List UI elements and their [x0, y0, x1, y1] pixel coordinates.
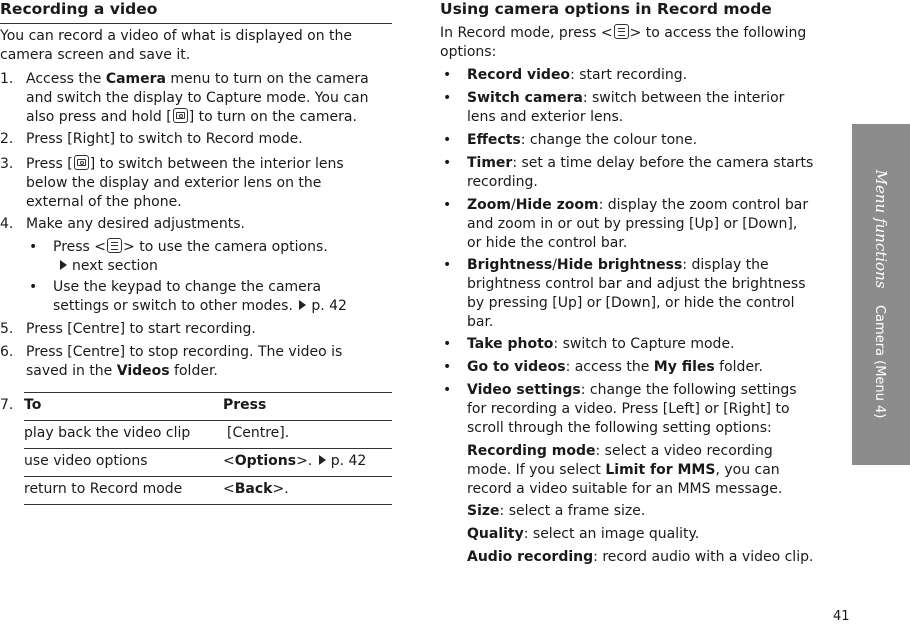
step-2-line: Press [Right] to switch to Record mode.	[26, 131, 303, 147]
sub-item-line: Use the keypad to change the camera	[53, 279, 322, 295]
table-rule	[24, 476, 392, 477]
step-number: 1.	[0, 71, 14, 87]
arrow-right-icon	[319, 455, 326, 465]
option-item: recording.	[467, 174, 538, 190]
step-6-line: saved in the Videos folder.	[26, 363, 218, 379]
camera-key-icon	[74, 155, 89, 170]
step-3-line: external of the phone.	[26, 194, 182, 210]
section-title: Using camera options in Record mode	[440, 0, 772, 18]
option-item: Brightness/Hide brightness: display the	[467, 257, 769, 273]
step-1-line: also press and hold [ ] to turn on the camera.	[26, 109, 357, 125]
option-item: brightness control bar and adjust the brightness	[467, 276, 806, 292]
step-number: 7.	[0, 397, 14, 413]
bullet: •	[443, 336, 452, 352]
camera-key-icon	[173, 108, 188, 123]
sub-item-line: settings or switch to other modes. p. 42	[53, 298, 347, 314]
intro-line: camera screen and save it.	[0, 47, 191, 63]
arrow-right-icon	[299, 300, 306, 310]
bullet: •	[29, 279, 38, 295]
intro-line: You can record a video of what is displayed on the	[0, 28, 353, 44]
step-number: 5.	[0, 321, 14, 337]
option-item: Zoom/Hide zoom: display the zoom control bar	[467, 197, 809, 213]
table-rule	[24, 420, 392, 421]
arrow-right-icon	[60, 260, 67, 270]
bullet: •	[443, 359, 452, 375]
table-rule	[24, 392, 392, 393]
bullet: •	[443, 382, 452, 398]
bullet: •	[443, 132, 452, 148]
side-tab-label: Menu functions Camera (Menu 4)	[872, 169, 890, 419]
table-cell: use video options	[24, 453, 148, 469]
menu-key-icon	[107, 238, 122, 253]
step-6-line: Press [Centre] to stop recording. The video is	[26, 344, 343, 360]
intro-line: In Record mode, press < > to access the following	[440, 25, 807, 41]
step-1-line: Access the Camera menu to turn on the camera	[26, 71, 369, 87]
step-1-line: and switch the display to Capture mode. You can	[26, 90, 369, 106]
table-cell: <Options>. p. 42	[223, 453, 367, 469]
option-item: lens and exterior lens.	[467, 109, 624, 125]
step-number: 2.	[0, 131, 14, 147]
menu-key-icon	[614, 24, 629, 39]
setting-item: record a video suitable for an MMS message.	[467, 481, 783, 497]
option-item: Take photo: switch to Capture mode.	[467, 336, 735, 352]
option-item: and zoom in or out by pressing [Up] or [Down],	[467, 216, 798, 232]
step-number: 4.	[0, 216, 14, 232]
table-rule	[24, 504, 392, 505]
table-cell: return to Record mode	[24, 481, 183, 497]
step-number: 3.	[0, 156, 14, 172]
table-header: Press	[223, 397, 267, 413]
bullet: •	[443, 197, 452, 213]
bullet: •	[443, 67, 452, 83]
step-5-line: Press [Centre] to start recording.	[26, 321, 256, 337]
table-cell: <Back>.	[223, 481, 289, 497]
page-number: 41	[833, 609, 850, 624]
setting-item: Audio recording: record audio with a video clip.	[467, 549, 814, 565]
option-item: or hide the control bar.	[467, 235, 628, 251]
option-item: for recording a video. Press [Left] or [Right] to	[467, 401, 790, 417]
option-item: scroll through the following setting options:	[467, 420, 772, 436]
bullet: •	[443, 155, 452, 171]
setting-item: Quality: select an image quality.	[467, 526, 700, 542]
setting-item: mode. If you select Limit for MMS, you can	[467, 462, 780, 478]
step-3-line: Press [ ] to switch between the interior lens	[26, 156, 344, 172]
bullet: •	[443, 257, 452, 273]
sub-item-line: next section	[58, 257, 158, 276]
option-item: Effects: change the colour tone.	[467, 132, 698, 148]
option-item: Video settings: change the following settings	[467, 382, 797, 398]
option-item: Timer: set a time delay before the camera starts	[467, 155, 814, 171]
option-item: by pressing [Up] or [Down], or hide the control	[467, 295, 795, 311]
bullet: •	[29, 239, 38, 255]
setting-item: Size: select a frame size.	[467, 503, 646, 519]
step-3-line: below the display and exterior lens on the	[26, 175, 322, 191]
table-header: To	[24, 397, 42, 413]
title-underline	[0, 23, 392, 24]
option-item: Go to videos: access the My files folder.	[467, 359, 763, 375]
option-item: bar.	[467, 314, 494, 330]
table-cell: [Centre].	[227, 425, 290, 441]
intro-line: options:	[440, 44, 497, 60]
bullet: •	[443, 90, 452, 106]
option-item: Switch camera: switch between the interior	[467, 90, 785, 106]
section-title: Recording a video	[0, 0, 158, 18]
table-rule	[24, 448, 392, 449]
setting-item: Recording mode: select a video recording	[467, 443, 773, 459]
step-4-line: Make any desired adjustments.	[26, 216, 245, 232]
sub-item-line: Press < > to use the camera options.	[53, 239, 328, 255]
option-item: Record video: start recording.	[467, 67, 688, 83]
step-number: 6.	[0, 344, 14, 360]
table-cell: play back the video clip	[24, 425, 191, 441]
